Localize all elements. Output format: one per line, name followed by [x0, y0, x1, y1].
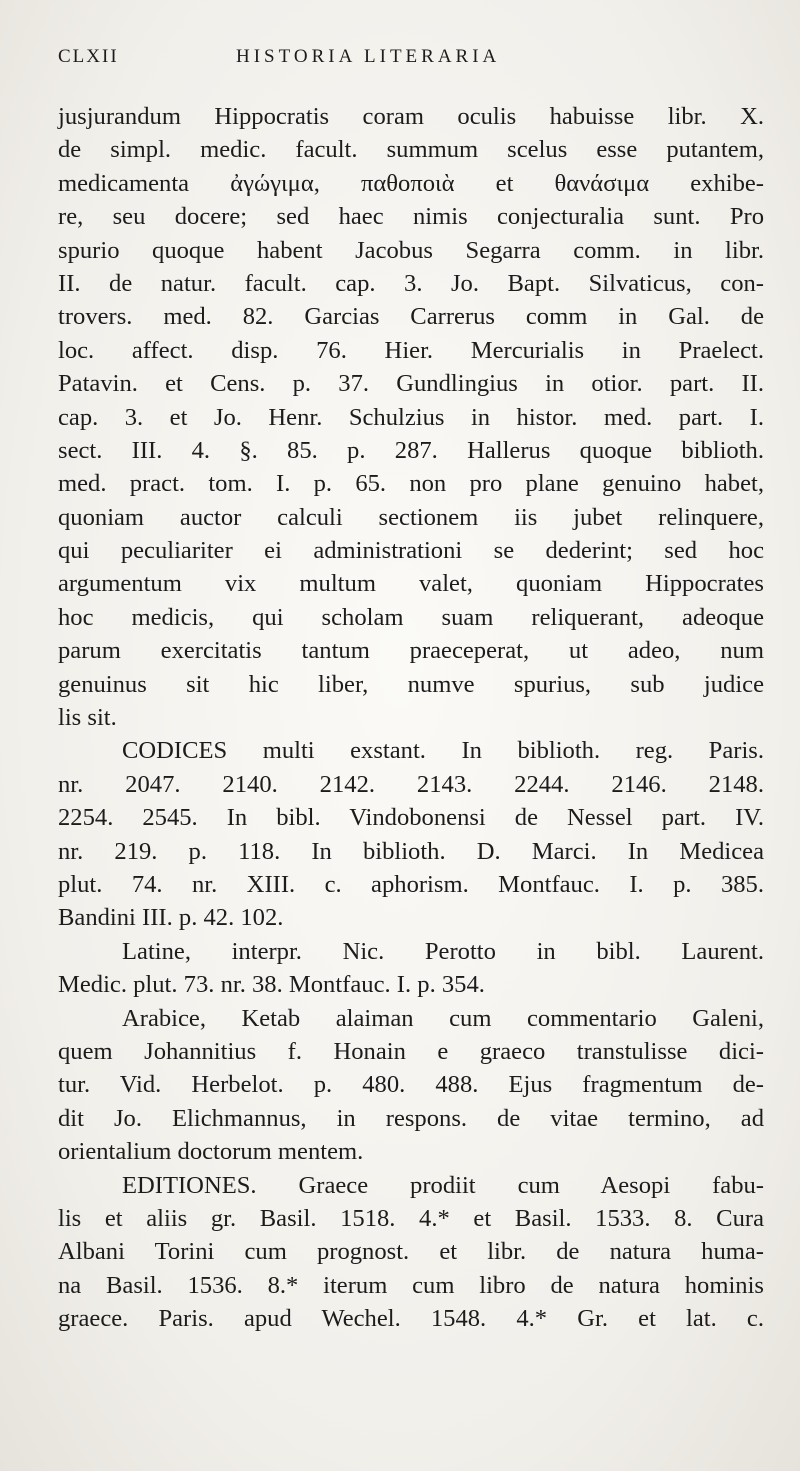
text-line: spurio quoque habent Jacobus Segarra comm. in libr.	[58, 236, 764, 264]
text-line-editiones-heading: EDITIONES. Graece prodiit cum Aesopi fabu-	[122, 1171, 764, 1199]
text-line: tur. Vid. Herbelot. p. 480. 488. Ejus fragmentum de-	[58, 1071, 764, 1099]
text-line: med. pract. tom. I. p. 65. non pro plane genuino habet,	[58, 470, 764, 498]
text-line: lis et aliis gr. Basil. 1518. 4.* et Basil. 1533. 8. Cura	[58, 1204, 764, 1232]
text-line: quoniam auctor calculi sectionem iis jubet relinquere,	[58, 503, 764, 531]
text-line: na Basil. 1536. 8.* iterum cum libro de natura hominis	[58, 1271, 764, 1299]
text-line: 2254. 2545. In bibl. Vindobonensi de Nessel part. IV.	[58, 804, 764, 832]
text-line: Medic. plut. 73. nr. 38. Montfauc. I. p. 354.	[58, 971, 485, 999]
text-line-latine: Latine, interpr. Nic. Perotto in bibl. Laurent.	[122, 937, 764, 965]
text-line: quem Johannitius f. Honain e graeco transtulisse dici-	[58, 1037, 764, 1065]
page-header	[58, 46, 760, 76]
text-line: hoc medicis, qui scholam suam reliquerant, adeoque	[58, 603, 764, 631]
text-line: trovers. med. 82. Garcias Carrerus comm in Gal. de	[58, 303, 764, 331]
page-number: CLXII	[58, 46, 119, 67]
running-title: HISTORIA LITERARIA	[236, 46, 501, 67]
text-line: nr. 219. p. 118. In biblioth. D. Marci. In Medicea	[58, 837, 764, 865]
text-line: genuinus sit hic liber, numve spurius, sub judice	[58, 670, 764, 698]
text-line-arabice: Arabice, Ketab alaiman cum commentario Galeni,	[122, 1004, 764, 1032]
text-line: Patavin. et Cens. p. 37. Gundlingius in otior. part. II.	[58, 370, 764, 398]
text-line: de simpl. medic. facult. summum scelus esse putantem,	[58, 136, 764, 164]
text-line-codices-heading: CODICES multi exstant. In biblioth. reg. Paris.	[122, 737, 764, 765]
text-line: parum exercitatis tantum praeceperat, ut adeo, num	[58, 637, 764, 665]
text-line: lis sit.	[58, 704, 117, 732]
text-line: cap. 3. et Jo. Henr. Schulzius in histor. med. part. I.	[58, 403, 764, 431]
text-line: sect. III. 4. §. 85. p. 287. Hallerus quoque biblioth.	[58, 436, 764, 464]
text-line: dit Jo. Elichmannus, in respons. de vitae termino, ad	[58, 1104, 764, 1132]
text-line: nr. 2047. 2140. 2142. 2143. 2244. 2146. 2148.	[58, 770, 764, 798]
text-line: medicamenta ἀγώγιμα, παθοποιὰ et θανάσιμα exhibe-	[58, 169, 764, 197]
text-line: II. de natur. facult. cap. 3. Jo. Bapt. Silvaticus, con-	[58, 269, 764, 297]
text-line: plut. 74. nr. XIII. c. aphorism. Montfauc. I. p. 385.	[58, 870, 764, 898]
text-line: re, seu docere; sed haec nimis conjecturalia sunt. Pro	[58, 203, 764, 231]
page-body	[58, 100, 764, 1335]
text-line: Albani Torini cum prognost. et libr. de natura huma-	[58, 1238, 764, 1266]
text-line: argumentum vix multum valet, quoniam Hippocrates	[58, 570, 764, 598]
text-line: jusjurandum Hippocratis coram oculis habuisse libr. X.	[58, 103, 764, 130]
text-line: qui peculiariter ei administrationi se dederint; sed hoc	[58, 537, 764, 565]
text-line: Bandini III. p. 42. 102.	[58, 904, 284, 932]
text-line: orientalium doctorum mentem.	[58, 1138, 364, 1166]
text-line: loc. affect. disp. 76. Hier. Mercurialis in Praelect.	[58, 336, 764, 364]
text-line: graece. Paris. apud Wechel. 1548. 4.* Gr. et lat. c.	[58, 1305, 764, 1333]
